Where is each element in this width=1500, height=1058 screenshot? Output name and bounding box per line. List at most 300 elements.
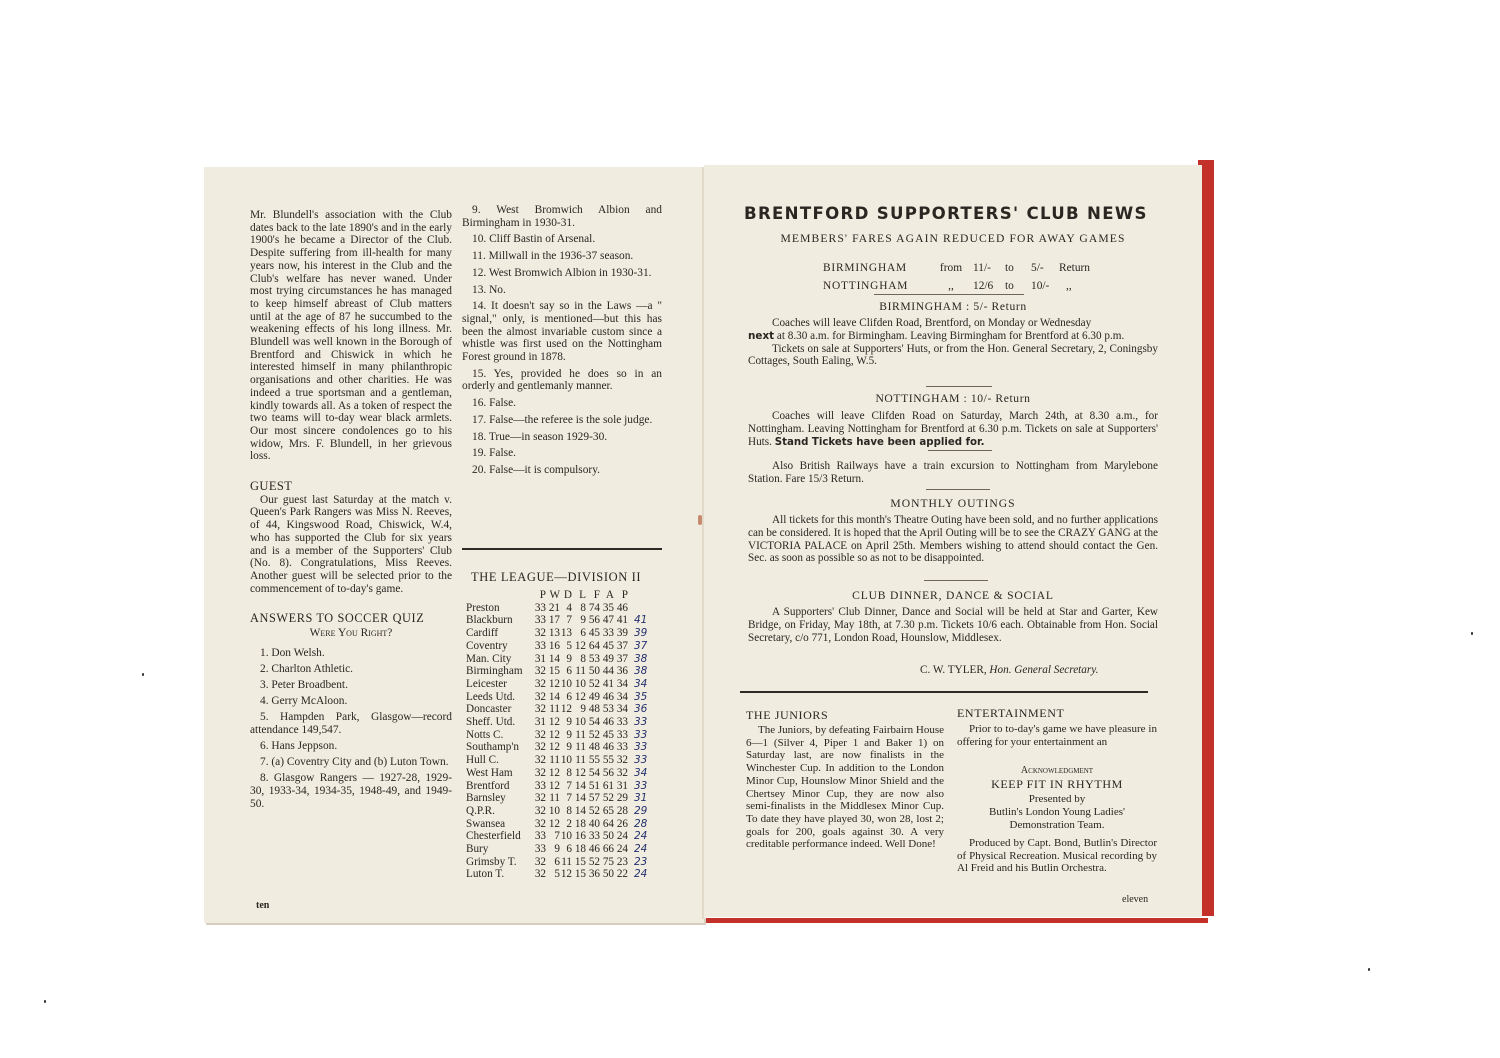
team-name: Swansea bbox=[466, 817, 506, 830]
table-cell: 7 bbox=[566, 779, 572, 792]
divider bbox=[926, 489, 990, 490]
table-cell: 45 bbox=[602, 728, 614, 741]
juniors-text: The Juniors, by defeating Fairbairn House 6—1 (Silver 4, Piper 1 and Baker 1) on Saturday last, are now finalists in the Winchester Cup. In addition to the London Minor Cup, Hounslow Minor Shield and the Chertsey Minor Cup, they are now also semi-finalists in the Middlesex Minor Cup. To date they have played 30, won 28, lost 2; goals for 200, goals against 30. A very creditable performance indeed. Well Done! bbox=[746, 724, 944, 851]
league-table-row bbox=[466, 729, 654, 742]
table-cell: 50 bbox=[602, 868, 614, 881]
table-cell: 32 bbox=[534, 627, 546, 640]
handwritten-note: 33 bbox=[634, 754, 648, 767]
table-cell: 32 bbox=[534, 741, 546, 754]
league-table bbox=[466, 589, 654, 881]
league-table-row bbox=[466, 678, 654, 691]
handwritten-note: 33 bbox=[634, 728, 648, 741]
table-cell: 11 bbox=[549, 754, 560, 767]
table-cell: 52 bbox=[588, 804, 600, 817]
league-table-row bbox=[466, 856, 654, 869]
table-cell: 12 bbox=[548, 716, 560, 729]
table-cell: 12 bbox=[548, 766, 560, 779]
quiz-answer: 14. It doesn't say so in the Laws —a " signal," only, is mentioned—but this has been the almost invariable custom since a whistle was first used on the Nottingham Forest ground in 1878. bbox=[462, 300, 662, 364]
table-cell: 49 bbox=[588, 690, 600, 703]
dinner-heading: CLUB DINNER, DANCE & SOCIAL bbox=[852, 589, 1054, 602]
birmingham-text bbox=[748, 317, 1158, 368]
table-cell: 10 bbox=[574, 677, 586, 690]
table-cell: 13 bbox=[560, 627, 572, 640]
table-cell: 52 bbox=[588, 677, 600, 690]
team-name: Southamp'n bbox=[466, 741, 519, 754]
table-cell: 33 bbox=[534, 779, 546, 792]
section-rule bbox=[740, 691, 1148, 693]
team-name: Preston bbox=[466, 601, 500, 614]
table-cell: 65 bbox=[602, 804, 614, 817]
entertainment-heading: ENTERTAINMENT bbox=[957, 706, 1065, 720]
table-cell: 9 bbox=[554, 843, 560, 856]
team-name: Man. City bbox=[466, 652, 512, 665]
table-cell: 12 bbox=[560, 868, 572, 881]
handwritten-note: 24 bbox=[634, 868, 648, 881]
league-table-row bbox=[466, 754, 654, 767]
table-cell: 46 bbox=[602, 741, 614, 754]
birmingham-tickets: Tickets on sale at Supporters' Huts, or from the Hon. General Secretary, 2, Coningsby Cottages, South Ealing, W.5. bbox=[748, 342, 1158, 368]
team-name: Barnsley bbox=[466, 792, 506, 805]
quiz-answer: 18. True—in season 1929-30. bbox=[472, 430, 608, 443]
table-cell: 56 bbox=[602, 766, 614, 779]
quiz-answer: 2. Charlton Athletic. bbox=[260, 662, 354, 675]
quiz-subheading: Were You Right? bbox=[309, 627, 393, 640]
team-name: Luton T. bbox=[466, 868, 505, 881]
birmingham-line: Coaches will leave Clifden Road, Brentford, on Monday or Wednesday bbox=[772, 317, 1092, 329]
table-cell: 36 bbox=[588, 868, 600, 881]
table-cell: 32 bbox=[534, 677, 546, 690]
team-name: Coventry bbox=[466, 639, 508, 652]
table-cell: 11 bbox=[575, 741, 586, 754]
table-cell: 33 bbox=[534, 614, 546, 627]
quiz-answer: 13. No. bbox=[472, 283, 506, 296]
league-table-body bbox=[466, 602, 654, 881]
table-cell: 31 bbox=[534, 652, 546, 665]
league-table-row bbox=[466, 767, 654, 780]
quiz-answer: 6. Hans Jeppson. bbox=[260, 739, 338, 752]
table-cell: 54 bbox=[588, 766, 600, 779]
table-cell: 14 bbox=[574, 804, 586, 817]
table-cell: 16 bbox=[548, 639, 560, 652]
table-cell: 14 bbox=[574, 792, 586, 805]
quiz-heading: ANSWERS TO SOCCER QUIZ bbox=[250, 611, 425, 626]
quiz-answer: 9. West Bromwich Albion and Birmingham in 1930-31. bbox=[462, 204, 662, 229]
table-cell: 11 bbox=[549, 703, 560, 716]
table-cell: 10 bbox=[548, 804, 560, 817]
table-cell: 24 bbox=[616, 830, 628, 843]
table-cell: 29 bbox=[616, 792, 628, 805]
table-cell: 32 bbox=[534, 690, 546, 703]
outings-heading: MONTHLY OUTINGS bbox=[890, 497, 1016, 510]
table-cell: 12 bbox=[548, 817, 560, 830]
table-cell: 46 bbox=[616, 601, 628, 614]
table-cell: 6 bbox=[566, 843, 572, 856]
table-cell: 75 bbox=[602, 855, 614, 868]
handwritten-note bbox=[628, 602, 654, 615]
table-cell: 32 bbox=[616, 766, 628, 779]
table-cell: 44 bbox=[602, 665, 614, 678]
table-cell: 14 bbox=[548, 690, 560, 703]
team-name: Doncaster bbox=[466, 703, 512, 716]
table-cell: 23 bbox=[616, 855, 628, 868]
table-cell: 11 bbox=[561, 855, 572, 868]
team-name: Chesterfield bbox=[466, 830, 521, 843]
table-cell: 37 bbox=[616, 652, 628, 665]
league-table-row bbox=[466, 627, 654, 640]
handwritten-note: 41 bbox=[634, 614, 648, 627]
team-name: Birmingham bbox=[466, 665, 523, 678]
table-cell: 32 bbox=[534, 728, 546, 741]
table-cell: 45 bbox=[602, 639, 614, 652]
table-cell: 52 bbox=[602, 792, 614, 805]
team-name: Bury bbox=[466, 843, 489, 856]
table-cell: 12 bbox=[548, 741, 560, 754]
table-cell: 9 bbox=[580, 614, 586, 627]
nottingham-text: Coaches will leave Clifden Road on Saturday, March 24th, at 8.30 a.m., for Nottingham. Leaving Nottingham for Brentford at 6.30 p.m. Tickets on sale at Supporters' Huts. Stand Tickets have been applied for. bbox=[748, 410, 1158, 448]
handwritten-note: 28 bbox=[634, 817, 648, 830]
nottingham-heading: NOTTINGHAM : 10/- Return bbox=[875, 392, 1031, 405]
table-cell: 8 bbox=[566, 804, 572, 817]
table-cell: 66 bbox=[602, 843, 614, 856]
col-header: W bbox=[549, 589, 560, 601]
table-cell: 5 bbox=[554, 868, 560, 881]
team-name: Notts C. bbox=[466, 728, 504, 741]
left-page bbox=[204, 167, 704, 923]
league-table-row bbox=[466, 614, 654, 627]
quiz-answer: 3. Peter Broadbent. bbox=[260, 678, 348, 691]
table-cell: 33 bbox=[616, 728, 628, 741]
table-cell: 32 bbox=[534, 868, 546, 881]
team-name: Brentford bbox=[466, 779, 510, 792]
table-cell: 52 bbox=[588, 728, 600, 741]
table-cell: 7 bbox=[566, 792, 572, 805]
table-cell: 49 bbox=[602, 652, 614, 665]
table-cell: 6 bbox=[566, 690, 572, 703]
table-cell: 48 bbox=[588, 741, 600, 754]
table-cell: 33 bbox=[616, 716, 628, 729]
handwritten-note: 36 bbox=[634, 703, 648, 716]
table-cell: 10 bbox=[560, 754, 572, 767]
table-cell: 46 bbox=[588, 843, 600, 856]
table-cell: 22 bbox=[616, 868, 628, 881]
railways-text: Also British Railways have a train excursion to Nottingham from Marylebone Station. Fare 15/3 Return. bbox=[748, 460, 1158, 485]
league-table-row bbox=[466, 653, 654, 666]
table-cell: 12 bbox=[574, 639, 586, 652]
handwritten-note: 33 bbox=[634, 741, 648, 754]
handwritten-note: 24 bbox=[634, 830, 648, 843]
divider bbox=[874, 294, 1024, 295]
table-cell: 33 bbox=[534, 843, 546, 856]
table-cell: 13 bbox=[548, 627, 560, 640]
col-header: P bbox=[539, 589, 546, 601]
divider bbox=[924, 580, 988, 581]
quiz-answer: 16. False. bbox=[472, 397, 516, 410]
table-cell: 2 bbox=[566, 817, 572, 830]
signature-name: C. W. TYLER, bbox=[920, 664, 987, 676]
quiz-answer: 20. False—it is compulsory. bbox=[472, 463, 601, 476]
presented-by: Presented by bbox=[1028, 793, 1086, 805]
divider bbox=[926, 386, 992, 387]
table-cell: 32 bbox=[616, 754, 628, 767]
table-cell: 34 bbox=[616, 677, 628, 690]
table-cell: 12 bbox=[560, 703, 572, 716]
table-cell: 11 bbox=[549, 792, 560, 805]
page-subtitle: MEMBERS' FARES AGAIN REDUCED FOR AWAY GAMES bbox=[780, 232, 1126, 245]
table-cell: 35 bbox=[602, 601, 614, 614]
presenter: Butlin's London Young Ladies' Demonstration Team. bbox=[989, 806, 1125, 831]
table-cell: 32 bbox=[534, 817, 546, 830]
league-table-row bbox=[466, 868, 654, 881]
birmingham-next: next bbox=[748, 329, 775, 342]
table-cell: 34 bbox=[616, 690, 628, 703]
table-cell: 50 bbox=[602, 830, 614, 843]
table-cell: 10 bbox=[560, 677, 572, 690]
table-cell: 7 bbox=[566, 614, 572, 627]
page-number: ten bbox=[256, 900, 270, 911]
speck bbox=[1368, 968, 1370, 971]
fares-table bbox=[822, 259, 1091, 295]
table-cell: 12 bbox=[548, 728, 560, 741]
outings-text: All tickets for this month's Theatre Outing have been sold, and no further applications can be considered. It is hoped that the April Outing will be to see the CRAZY GANG at the VICTORIA PALACE on April 25th. Members wishing to attend should contact the Gen. Sec. as soon as possible so as not to be disappointed. bbox=[748, 514, 1159, 565]
quiz-answer: 15. Yes, provided he does so in an orderly and gentlemanly manner. bbox=[462, 367, 662, 393]
col-header: F bbox=[593, 589, 600, 601]
table-cell: 55 bbox=[602, 754, 614, 767]
table-cell: 41 bbox=[602, 677, 614, 690]
team-name: Grimsby T. bbox=[466, 855, 517, 868]
table-cell: 10 bbox=[560, 830, 572, 843]
quiz-answer: 4. Gerry McAloon. bbox=[260, 695, 348, 708]
table-cell: 6 bbox=[554, 855, 560, 868]
table-cell: 9 bbox=[580, 703, 586, 716]
quiz-answer: 1. Don Welsh. bbox=[260, 646, 325, 659]
table-cell: 14 bbox=[548, 652, 560, 665]
col-header: P bbox=[621, 589, 628, 601]
table-cell: 33 bbox=[534, 601, 546, 614]
page-title: BRENTFORD SUPPORTERS' CLUB NEWS bbox=[744, 204, 1148, 223]
col-header: L bbox=[579, 589, 586, 601]
table-cell: 9 bbox=[566, 728, 572, 741]
table-cell: 8 bbox=[566, 766, 572, 779]
table-cell: 5 bbox=[566, 639, 572, 652]
handwritten-note: 39 bbox=[634, 627, 648, 640]
table-cell: 12 bbox=[548, 677, 560, 690]
league-heading: THE LEAGUE—DIVISION II bbox=[471, 570, 642, 584]
page-number: eleven bbox=[1122, 894, 1149, 905]
left-column-1 bbox=[250, 209, 452, 814]
table-cell: 36 bbox=[616, 665, 628, 678]
table-cell: 45 bbox=[588, 627, 600, 640]
quiz-answer: 7. (a) Coventry City and (b) Luton Town. bbox=[260, 756, 449, 769]
table-cell: 46 bbox=[602, 690, 614, 703]
speck bbox=[1471, 632, 1473, 635]
league-table-row bbox=[466, 640, 654, 653]
speck bbox=[44, 1000, 46, 1003]
table-cell: 9 bbox=[566, 716, 572, 729]
table-cell: 9 bbox=[566, 652, 572, 665]
table-cell: 32 bbox=[534, 754, 546, 767]
guest-heading: GUEST bbox=[250, 479, 293, 494]
col-header: A bbox=[605, 589, 614, 601]
table-cell: 17 bbox=[548, 614, 560, 627]
table-cell: 64 bbox=[602, 817, 614, 830]
table-cell: 33 bbox=[534, 830, 546, 843]
handwritten-note: 24 bbox=[634, 843, 648, 856]
table-cell: 64 bbox=[588, 639, 600, 652]
table-cell: 33 bbox=[602, 627, 614, 640]
right-page bbox=[704, 165, 1202, 917]
league-table-row bbox=[466, 703, 654, 716]
team-name: Leeds Utd. bbox=[466, 690, 516, 703]
table-cell: 15 bbox=[574, 855, 586, 868]
divider bbox=[928, 450, 992, 451]
quiz-answer: 19. False. bbox=[472, 447, 516, 460]
league-table-row bbox=[466, 805, 654, 818]
team-name: Leicester bbox=[466, 677, 507, 690]
table-cell: 32 bbox=[534, 665, 546, 678]
fare-row: BIRMINGHAM from 11/- to 5/- Return bbox=[823, 262, 1091, 274]
speck bbox=[142, 673, 144, 676]
league-table-row bbox=[466, 691, 654, 704]
quiz-answer: 10. Cliff Bastin of Arsenal. bbox=[472, 233, 596, 246]
table-cell: 9 bbox=[566, 741, 572, 754]
table-cell: 12 bbox=[574, 766, 586, 779]
handwritten-note: 38 bbox=[634, 665, 648, 678]
table-cell: 48 bbox=[588, 703, 600, 716]
table-cell: 37 bbox=[616, 639, 628, 652]
table-cell: 61 bbox=[602, 779, 614, 792]
table-cell: 47 bbox=[602, 614, 614, 627]
table-cell: 10 bbox=[574, 716, 586, 729]
handwritten-note: 38 bbox=[634, 652, 648, 665]
col-header: D bbox=[563, 589, 572, 601]
handwritten-note: 33 bbox=[634, 779, 648, 792]
table-cell: 11 bbox=[575, 665, 586, 678]
quiz-answers-list bbox=[250, 647, 452, 810]
table-cell: 11 bbox=[575, 754, 586, 767]
table-cell: 32 bbox=[534, 766, 546, 779]
table-cell: 24 bbox=[616, 843, 628, 856]
table-cell: 32 bbox=[534, 855, 546, 868]
table-cell: 26 bbox=[616, 817, 628, 830]
handwritten-note: 35 bbox=[634, 690, 648, 703]
table-cell: 12 bbox=[548, 779, 560, 792]
table-cell: 4 bbox=[566, 601, 572, 614]
juniors-heading: THE JUNIORS bbox=[746, 708, 829, 722]
league-table-row bbox=[466, 818, 654, 831]
table-cell: 21 bbox=[548, 601, 560, 614]
fare-row: NOTTINGHAM ,, 12/6 to 10/- ,, bbox=[823, 280, 1072, 292]
entertainment-text: Prior to to-day's game we have pleasure in offering for your entertainment an bbox=[957, 723, 1157, 748]
table-cell: 50 bbox=[588, 665, 600, 678]
stand-tickets-note: Stand Tickets have been applied for. bbox=[774, 436, 985, 448]
league-table-row bbox=[466, 780, 654, 793]
quiz-answer: 5. Hampden Park, Glasgow—record attendance 149,547. bbox=[250, 711, 452, 736]
quiz-answer: 11. Millwall in the 1936-37 season. bbox=[472, 250, 634, 263]
table-cell: 52 bbox=[588, 855, 600, 868]
table-cell: 32 bbox=[534, 804, 546, 817]
table-cell: 15 bbox=[574, 868, 586, 881]
table-cell: 33 bbox=[616, 741, 628, 754]
league-table-row bbox=[466, 716, 654, 729]
handwritten-note: 29 bbox=[634, 804, 648, 817]
table-cell: 16 bbox=[574, 830, 586, 843]
table-cell: 33 bbox=[534, 639, 546, 652]
table-cell: 14 bbox=[574, 779, 586, 792]
table-cell: 53 bbox=[602, 703, 614, 716]
team-name: Hull C. bbox=[466, 754, 499, 767]
table-cell: 33 bbox=[588, 830, 600, 843]
signature-title: Hon. General Secretary. bbox=[989, 664, 1099, 676]
guest-text: Our guest last Saturday at the match v. Queen's Park Rangers was Miss N. Reeves, of 44, Kingswood Road, Chiswick, W.4, who has supported the Club for six years and is a member of the Supporters' Club (No. 8). Congratulations, Miss Reeves. Another guest will be selected prior to the commencement of to-day's game. bbox=[250, 493, 452, 595]
table-cell: 11 bbox=[575, 728, 586, 741]
left-column-2 bbox=[462, 204, 662, 481]
table-cell: 32 bbox=[534, 792, 546, 805]
table-cell: 6 bbox=[580, 627, 586, 640]
table-cell: 54 bbox=[588, 716, 600, 729]
league-rule bbox=[462, 548, 662, 550]
table-cell: 53 bbox=[588, 652, 600, 665]
league-table-row bbox=[466, 602, 654, 615]
quiz-answer: 8. Glasgow Rangers — 1927-28, 1929-30, 1933-34, 1934-35, 1948-49, and 1949-50. bbox=[250, 772, 452, 810]
birmingham-line: at 8.30 a.m. for Birmingham. Leaving Birmingham for Brentford at 6.30 p.m. bbox=[776, 329, 1125, 342]
signature bbox=[920, 664, 1170, 677]
table-cell: 28 bbox=[616, 804, 628, 817]
handwritten-note: 34 bbox=[634, 677, 648, 690]
table-cell: 6 bbox=[566, 665, 572, 678]
acknowledgment: Acknowledgment bbox=[1020, 765, 1094, 776]
table-cell: 31 bbox=[534, 716, 546, 729]
table-cell: 46 bbox=[602, 716, 614, 729]
credits-text: Produced by Capt. Bond, Butlin's Director of Physical Recreation. Musical recording by Al Freid and his Butlin Orchestra. bbox=[957, 837, 1157, 875]
table-cell: 15 bbox=[548, 665, 560, 678]
handwritten-note: 34 bbox=[634, 766, 648, 779]
handwritten-note: 37 bbox=[634, 639, 648, 652]
table-cell: 55 bbox=[588, 754, 600, 767]
league-table-row bbox=[466, 843, 654, 856]
league-table-row bbox=[466, 830, 654, 843]
league-table-row bbox=[466, 665, 654, 678]
table-cell: 8 bbox=[580, 601, 586, 614]
table-cell: 32 bbox=[534, 703, 546, 716]
league-table-header bbox=[466, 589, 654, 602]
team-name: Q.P.R. bbox=[466, 804, 495, 817]
team-name: Blackburn bbox=[466, 614, 513, 627]
quiz-answer: 17. False—the referee is the sole judge. bbox=[472, 413, 653, 426]
team-name: Sheff. Utd. bbox=[466, 716, 516, 729]
show-title: KEEP FIT IN RHYTHM bbox=[991, 777, 1123, 791]
table-cell: 41 bbox=[616, 614, 628, 627]
table-cell: 31 bbox=[616, 779, 628, 792]
handwritten-note: 33 bbox=[634, 716, 648, 729]
team-name: West Ham bbox=[466, 766, 513, 779]
table-cell: 57 bbox=[588, 792, 600, 805]
table-cell: 7 bbox=[554, 830, 560, 843]
table-cell: 40 bbox=[588, 817, 600, 830]
table-cell: 56 bbox=[588, 614, 600, 627]
quiz-answer: 12. West Bromwich Albion in 1930-31. bbox=[472, 266, 652, 279]
table-cell: 39 bbox=[616, 627, 628, 640]
league-table-row bbox=[466, 792, 654, 805]
dinner-text: A Supporters' Club Dinner, Dance and Social will be held at Star and Garter, Kew Bridge, on Friday, May 18th, at 7.30 p.m. Tickets 10/6 each. Obtainable from Hon. Social Secretary, c/o 771, London Road, Hounslow, Middlesex. bbox=[748, 606, 1158, 644]
table-cell: 51 bbox=[588, 779, 600, 792]
table-cell: 74 bbox=[588, 601, 600, 614]
handwritten-note: 31 bbox=[634, 792, 648, 805]
league-table-row bbox=[466, 741, 654, 754]
birmingham-heading: BIRMINGHAM : 5/- Return bbox=[879, 300, 1027, 313]
table-cell: 34 bbox=[616, 703, 628, 716]
handwritten-note: 23 bbox=[634, 855, 648, 868]
team-name: Cardiff bbox=[466, 627, 499, 640]
